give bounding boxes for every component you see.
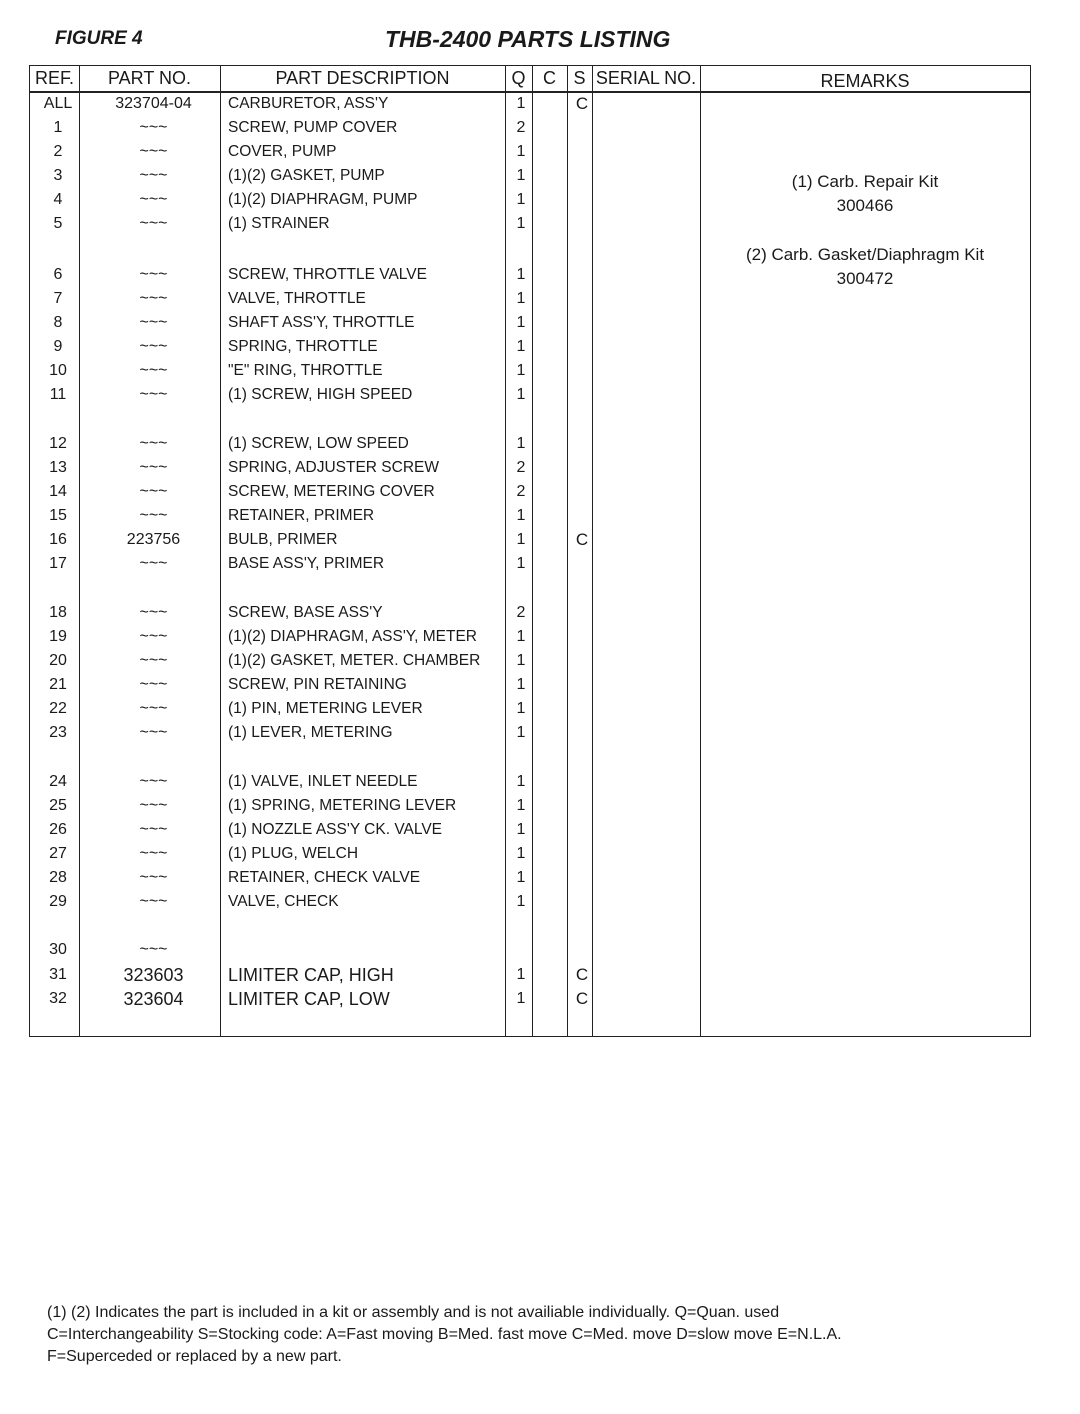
description-cell: SCREW, THROTTLE VALVE (228, 266, 427, 283)
ref-cell: 31 (49, 966, 67, 983)
stocking-code-cell (571, 842, 593, 866)
quantity-cell: 1 (516, 362, 526, 379)
stocking-code-cell (571, 552, 593, 576)
ref-cell: 30 (49, 941, 67, 958)
quantity-cell: 1 (516, 700, 526, 717)
quantity-cell: 2 (516, 459, 526, 476)
table-row (30, 504, 1030, 528)
quantity-cell: 1 (516, 167, 526, 184)
ref-cell: 23 (49, 724, 67, 741)
ref-cell: 3 (53, 167, 63, 184)
ref-cell: 29 (49, 893, 67, 910)
description-cell: SCREW, BASE ASS'Y (228, 604, 383, 621)
ref-cell: 28 (49, 869, 67, 886)
header-remarks: REMARKS (820, 71, 910, 91)
description-cell: (1) LEVER, METERING (228, 724, 393, 741)
table-row (30, 383, 1030, 407)
description-cell: VALVE, THROTTLE (228, 290, 366, 307)
description-cell: SCREW, PUMP COVER (228, 119, 398, 136)
stocking-code-cell: C (575, 989, 589, 1008)
stocking-code-cell (571, 188, 593, 212)
table-row (30, 116, 1030, 140)
stocking-code-cell (571, 140, 593, 164)
page-title: THB-2400 PARTS LISTING (385, 26, 671, 52)
quantity-cell: 1 (516, 191, 526, 208)
quantity-cell: 2 (516, 119, 526, 136)
quantity-cell: 1 (516, 386, 526, 403)
quantity-cell: 1 (516, 869, 526, 886)
ref-cell: 22 (49, 700, 67, 717)
description-cell: (1) VALVE, INLET NEEDLE (228, 773, 418, 790)
table-row (30, 528, 1030, 552)
quantity-cell: 2 (516, 483, 526, 500)
description-cell: (1) SCREW, LOW SPEED (228, 435, 409, 452)
stocking-code-cell (571, 938, 593, 962)
table-row (30, 963, 1030, 987)
quantity-cell: 1 (516, 435, 526, 452)
part-no-cell: ~~~ (139, 191, 168, 208)
part-no-cell: ~~~ (139, 604, 168, 621)
stocking-code-cell (571, 432, 593, 456)
part-no-cell: ~~~ (139, 167, 168, 184)
stocking-code-cell (571, 287, 593, 311)
part-no-cell: ~~~ (139, 338, 168, 355)
stocking-code-cell (571, 770, 593, 794)
description-cell: COVER, PUMP (228, 143, 337, 160)
ref-cell: 18 (49, 604, 67, 621)
description-cell (228, 938, 510, 962)
figure-label: FIGURE 4 (55, 28, 143, 49)
quantity-cell: 1 (516, 555, 526, 572)
quantity-cell: 1 (516, 531, 526, 548)
description-cell: (1) NOZZLE ASS'Y CK. VALVE (228, 821, 443, 838)
quantity-cell: 1 (516, 143, 526, 160)
quantity-cell: 1 (516, 215, 526, 232)
part-no-cell: 323603 (123, 965, 184, 985)
part-no-cell: 323604 (123, 989, 184, 1009)
part-no-cell: ~~~ (139, 724, 168, 741)
table-row (30, 842, 1030, 866)
description-cell: SCREW, METERING COVER (228, 483, 435, 500)
footnote (47, 1302, 1057, 1368)
ref-cell: 5 (53, 215, 63, 232)
description-cell: SPRING, THROTTLE (228, 338, 378, 355)
quantity-cell: 1 (516, 628, 526, 645)
quantity-cell: 1 (516, 266, 526, 283)
description-cell: (1)(2) GASKET, METER. CHAMBER (228, 652, 481, 669)
table-row (30, 480, 1030, 504)
description-cell: (1)(2) GASKET, PUMP (228, 167, 385, 184)
part-no-cell: ~~~ (139, 362, 168, 379)
part-no-cell: ~~~ (139, 119, 168, 136)
ref-cell: 10 (49, 362, 67, 379)
description-cell: (1)(2) DIAPHRAGM, PUMP (228, 191, 418, 208)
description-cell: (1) STRAINER (228, 215, 330, 232)
ref-cell: 15 (49, 507, 67, 524)
quantity-cell: 1 (516, 893, 526, 910)
quantity-cell: 1 (516, 724, 526, 741)
table-row (30, 794, 1030, 818)
description-cell: (1) PIN, METERING LEVER (228, 700, 423, 717)
ref-cell: 9 (53, 338, 63, 355)
description-cell: BULB, PRIMER (228, 531, 338, 548)
ref-cell: 21 (49, 676, 67, 693)
stocking-code-cell (571, 601, 593, 625)
ref-cell: 17 (49, 555, 67, 572)
stocking-code-cell: C (575, 530, 589, 549)
part-no-cell: ~~~ (139, 290, 168, 307)
remarks-kit1-label: (1) Carb. Repair Kit (791, 172, 939, 191)
stocking-code-cell (571, 456, 593, 480)
description-cell: RETAINER, PRIMER (228, 507, 375, 524)
description-cell: (1)(2) DIAPHRAGM, ASS'Y, METER (228, 628, 477, 645)
table-row (30, 721, 1030, 745)
footnote-line: C=Interchangeability S=Stocking code: A=Fast moving B=Med. fast move C=Med. move D=slow move E=N.L.A. (47, 1326, 842, 1343)
description-cell: BASE ASS'Y, PRIMER (228, 555, 385, 572)
description-cell: (1) PLUG, WELCH (228, 845, 359, 862)
header-ref: REF. (34, 68, 74, 88)
part-no-cell: ~~~ (139, 314, 168, 331)
description-cell: (1) SPRING, METERING LEVER (228, 797, 457, 814)
ref-cell: 2 (53, 143, 63, 160)
stocking-code-cell (571, 794, 593, 818)
part-no-cell: ~~~ (139, 386, 168, 403)
ref-cell: 6 (53, 266, 63, 283)
remarks-kit2-number: 300472 (836, 269, 894, 288)
part-no-cell: ~~~ (139, 869, 168, 886)
stocking-code-cell (571, 890, 593, 914)
stocking-code-cell (571, 866, 593, 890)
part-no-cell: ~~~ (139, 555, 168, 572)
ref-cell: 19 (49, 628, 67, 645)
quantity-cell: 2 (516, 604, 526, 621)
part-no-cell: ~~~ (139, 507, 168, 524)
ref-cell: 8 (53, 314, 63, 331)
table-row (30, 938, 1030, 962)
part-no-cell: ~~~ (139, 483, 168, 500)
table-row (30, 311, 1030, 335)
table-row (30, 987, 1030, 1011)
stocking-code-cell (571, 504, 593, 528)
description-cell: RETAINER, CHECK VALVE (228, 869, 421, 886)
quantity-cell: 1 (516, 95, 526, 112)
stocking-code-cell (571, 625, 593, 649)
stocking-code-cell (571, 818, 593, 842)
stocking-code-cell (571, 480, 593, 504)
remarks-kit2-label: (2) Carb. Gasket/Diaphragm Kit (745, 245, 985, 264)
description-cell: CARBURETOR, ASS'Y (228, 95, 389, 112)
table-row (30, 890, 1030, 914)
table-row (30, 456, 1030, 480)
quantity-cell: 1 (516, 966, 526, 983)
quantity-cell: 1 (516, 797, 526, 814)
table-row (30, 818, 1030, 842)
description-cell: "E" RING, THROTTLE (228, 362, 383, 379)
quantity-cell: 1 (516, 990, 526, 1007)
ref-cell: 11 (49, 386, 67, 403)
stocking-code-cell: C (575, 965, 589, 984)
stocking-code-cell (571, 721, 593, 745)
description-cell: SHAFT ASS'Y, THROTTLE (228, 314, 415, 331)
table-row (30, 432, 1030, 456)
footnote-line: F=Superceded or replaced by a new part. (47, 1348, 342, 1365)
stocking-code-cell: C (575, 94, 589, 113)
footnote-line: (1) (2) Indicates the part is included in a kit or assembly and is not availiable individually. Q=Quan. used (47, 1304, 780, 1321)
part-no-cell: ~~~ (139, 266, 168, 283)
quantity-cell: 1 (516, 773, 526, 790)
table-row (30, 552, 1030, 576)
ref-cell: 32 (49, 990, 67, 1007)
stocking-code-cell (571, 649, 593, 673)
description-cell: (1) SCREW, HIGH SPEED (228, 386, 413, 403)
ref-cell: 20 (49, 652, 67, 669)
ref-cell: 27 (49, 845, 67, 862)
quantity-cell: 1 (516, 338, 526, 355)
part-no-cell: 323704-04 (115, 95, 192, 112)
part-no-cell: ~~~ (139, 700, 168, 717)
stocking-code-cell (571, 263, 593, 287)
table-row (30, 601, 1030, 625)
stocking-code-cell (571, 212, 593, 236)
part-no-cell: ~~~ (139, 652, 168, 669)
ref-cell: 1 (53, 119, 63, 136)
quantity-cell: 1 (516, 290, 526, 307)
ref-cell: ALL (43, 95, 73, 112)
header-q: Q (511, 68, 526, 88)
part-no-cell: ~~~ (139, 773, 168, 790)
quantity-cell: 1 (516, 845, 526, 862)
header-c: C (543, 68, 556, 88)
ref-cell: 25 (49, 797, 67, 814)
table-row (30, 697, 1030, 721)
ref-cell: 7 (53, 290, 63, 307)
quantity-cell: 1 (516, 676, 526, 693)
quantity-cell: 1 (516, 507, 526, 524)
ref-cell: 24 (49, 773, 67, 790)
description-cell: SPRING, ADJUSTER SCREW (228, 459, 439, 476)
stocking-code-cell (571, 116, 593, 140)
ref-cell: 16 (49, 531, 67, 548)
table-row (30, 770, 1030, 794)
part-no-cell: ~~~ (139, 143, 168, 160)
header-part-no: PART NO. (107, 68, 192, 88)
part-no-cell: ~~~ (139, 941, 168, 958)
quantity-cell (510, 938, 532, 962)
stocking-code-cell (571, 311, 593, 335)
stocking-code-cell (571, 673, 593, 697)
stocking-code-cell (571, 164, 593, 188)
quantity-cell: 1 (516, 314, 526, 331)
quantity-cell: 1 (516, 821, 526, 838)
table-row (30, 92, 1030, 116)
table-row (30, 673, 1030, 697)
description-cell: LIMITER CAP, LOW (228, 989, 390, 1009)
ref-cell: 26 (49, 821, 67, 838)
header-part-description: PART DESCRIPTION (275, 68, 450, 88)
table-row (30, 140, 1030, 164)
part-no-cell: ~~~ (139, 845, 168, 862)
table-row (30, 649, 1030, 673)
part-no-cell: 223756 (126, 531, 181, 548)
part-no-cell: ~~~ (139, 435, 168, 452)
part-no-cell: ~~~ (139, 893, 168, 910)
ref-cell: 12 (49, 435, 67, 452)
part-no-cell: ~~~ (139, 628, 168, 645)
description-cell: LIMITER CAP, HIGH (228, 965, 394, 985)
table-row (30, 335, 1030, 359)
header-s: S (573, 68, 586, 88)
description-cell: SCREW, PIN RETAINING (228, 676, 407, 693)
description-cell: VALVE, CHECK (228, 893, 339, 910)
ref-cell: 4 (53, 191, 63, 208)
stocking-code-cell (571, 697, 593, 721)
quantity-cell: 1 (516, 652, 526, 669)
part-no-cell: ~~~ (139, 215, 168, 232)
part-no-cell: ~~~ (139, 676, 168, 693)
ref-cell: 14 (49, 483, 67, 500)
table-row (30, 359, 1030, 383)
table-row (30, 625, 1030, 649)
stocking-code-cell (571, 359, 593, 383)
remarks-kit1-number: 300466 (836, 196, 894, 215)
table-row (30, 866, 1030, 890)
part-no-cell: ~~~ (139, 797, 168, 814)
ref-cell: 13 (49, 459, 67, 476)
part-no-cell: ~~~ (139, 459, 168, 476)
part-no-cell: ~~~ (139, 821, 168, 838)
header-serial-no: SERIAL NO. (595, 68, 697, 88)
stocking-code-cell (571, 335, 593, 359)
stocking-code-cell (571, 383, 593, 407)
